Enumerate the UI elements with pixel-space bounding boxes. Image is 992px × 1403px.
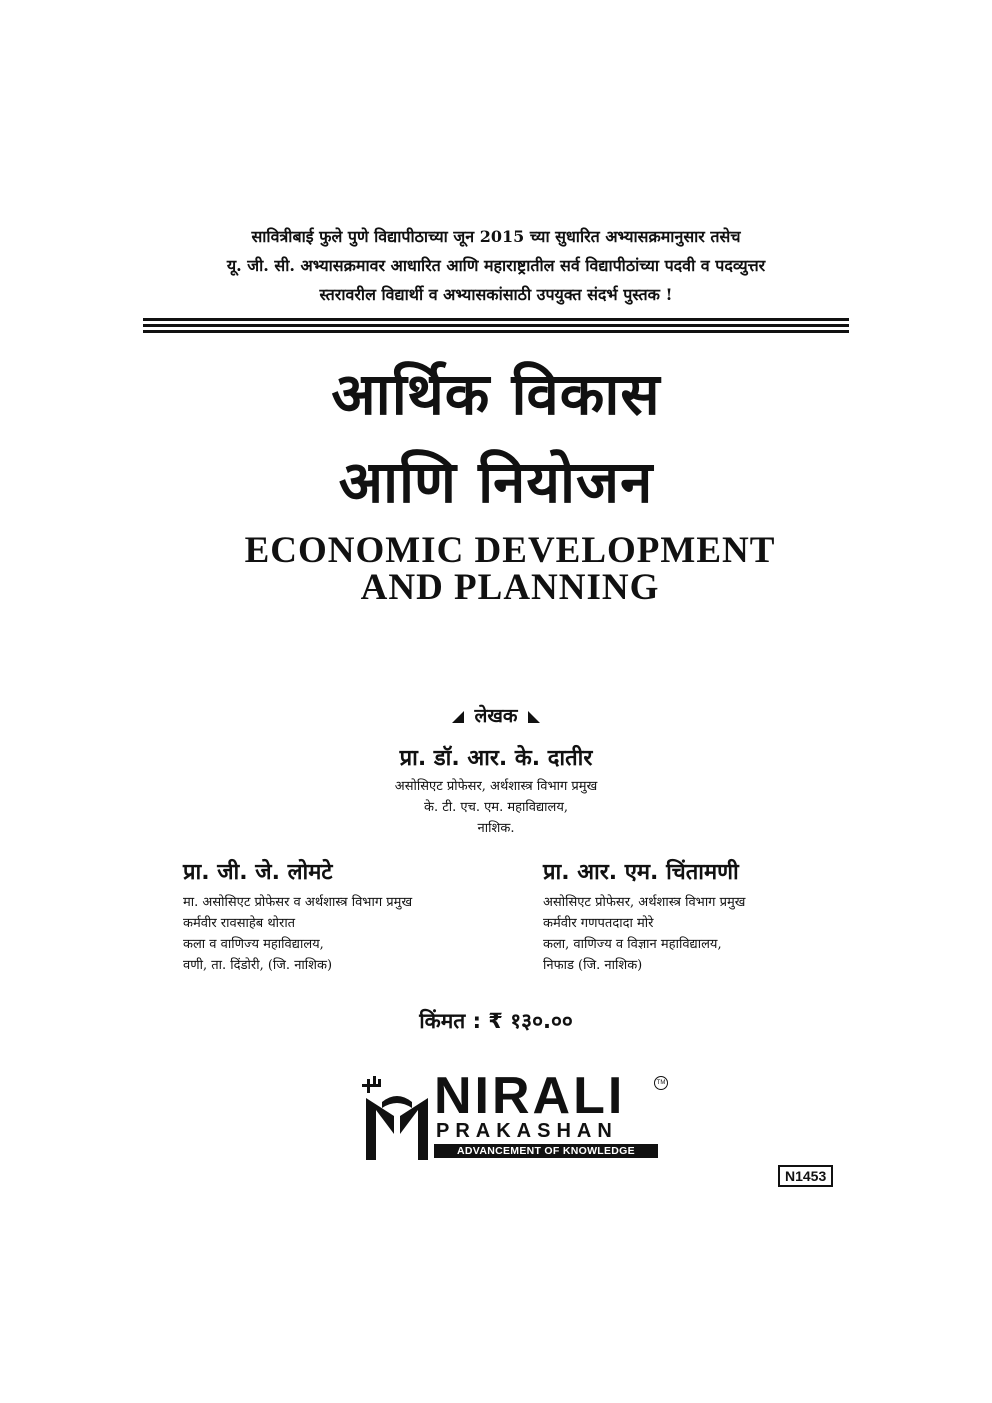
book-code: N1453 (778, 1165, 833, 1187)
main-author (0, 742, 992, 839)
publisher-tagline: ADVANCEMENT OF KNOWLEDGE (434, 1144, 658, 1158)
co-author-2-line-3: कला, वाणिज्य व विज्ञान महाविद्यालय, (543, 937, 722, 952)
triangle-right-icon (528, 711, 540, 723)
intro-line-3: स्तरावरील विद्यार्थी व अभ्यासकांसाठी उपयुक्त संदर्भ पुस्तक ! (319, 285, 673, 304)
co-author-1-line-3: कला व वाणिज्य महाविद्यालय, (183, 937, 324, 952)
main-author-affiliation (0, 776, 992, 839)
title-marathi-line-1: आर्थिक विकास (331, 360, 661, 428)
triangle-left-icon (452, 711, 464, 723)
co-author-1-affiliation (183, 892, 513, 976)
co-author-2-line-1: असोसिएट प्रोफेसर, अर्थशास्त्र विभाग प्रमुख (543, 895, 746, 910)
publisher-name: NIRALI (434, 1067, 626, 1125)
co-author-2-line-4: निफाड (जि. नाशिक) (543, 958, 643, 973)
main-author-name: प्रा. डॉ. आर. के. दातीर (399, 746, 593, 771)
co-author-1-line-1: मा. असोसिएट प्रोफेसर व अर्थशास्त्र विभाग प्रमुख (183, 895, 413, 910)
publisher-sub: PRAKASHAN (436, 1120, 618, 1142)
co-author-1 (183, 856, 513, 976)
intro-line-1: सावित्रीबाई फुले पुणे विद्यापीठाच्या जून 2015 च्या सुधारित अभ्यासक्रमानुसार तसेच (251, 227, 741, 246)
co-author-2 (543, 856, 863, 976)
title-marathi (0, 350, 992, 526)
price: किंमत : ₹ १३०.०० (419, 1009, 573, 1033)
book-emblem-icon (362, 1076, 432, 1162)
co-author-2-affiliation (543, 892, 863, 976)
co-author-1-line-4: वणी, ता. दिंडोरी, (जि. नाशिक) (183, 958, 333, 973)
intro-text (0, 222, 992, 309)
title-english-line-1: ECONOMIC DEVELOPMENT (244, 530, 776, 571)
main-author-line-2: के. टी. एच. एम. महाविद्यालय, (423, 800, 569, 815)
title-english (0, 532, 992, 606)
author-label (0, 702, 992, 728)
author-label-text: लेखक (474, 705, 518, 727)
co-author-2-name: प्रा. आर. एम. चिंतामणी (543, 860, 739, 885)
title-english-line-2: AND PLANNING (360, 567, 660, 608)
main-author-line-3: नाशिक. (477, 821, 515, 836)
main-author-line-1: असोसिएट प्रोफेसर, अर्थशास्त्र विभाग प्रमुख (394, 779, 598, 794)
publisher-logo (362, 1067, 672, 1162)
intro-line-2: यू. जी. सी. अभ्यासक्रमावर आधारित आणि महाराष्ट्रातील सर्व विद्यापीठांच्या पदवी व पदव्युत्तर (226, 256, 766, 275)
title-marathi-line-2: आणि नियोजन (338, 448, 654, 516)
divider-rules (143, 318, 849, 336)
co-author-1-line-2: कर्मवीर रावसाहेब थोरात (183, 916, 296, 931)
co-author-2-line-2: कर्मवीर गणपतदादा मोरे (543, 916, 654, 931)
co-author-1-name: प्रा. जी. जे. लोमटे (183, 860, 333, 885)
trademark-badge: TM (654, 1076, 668, 1090)
